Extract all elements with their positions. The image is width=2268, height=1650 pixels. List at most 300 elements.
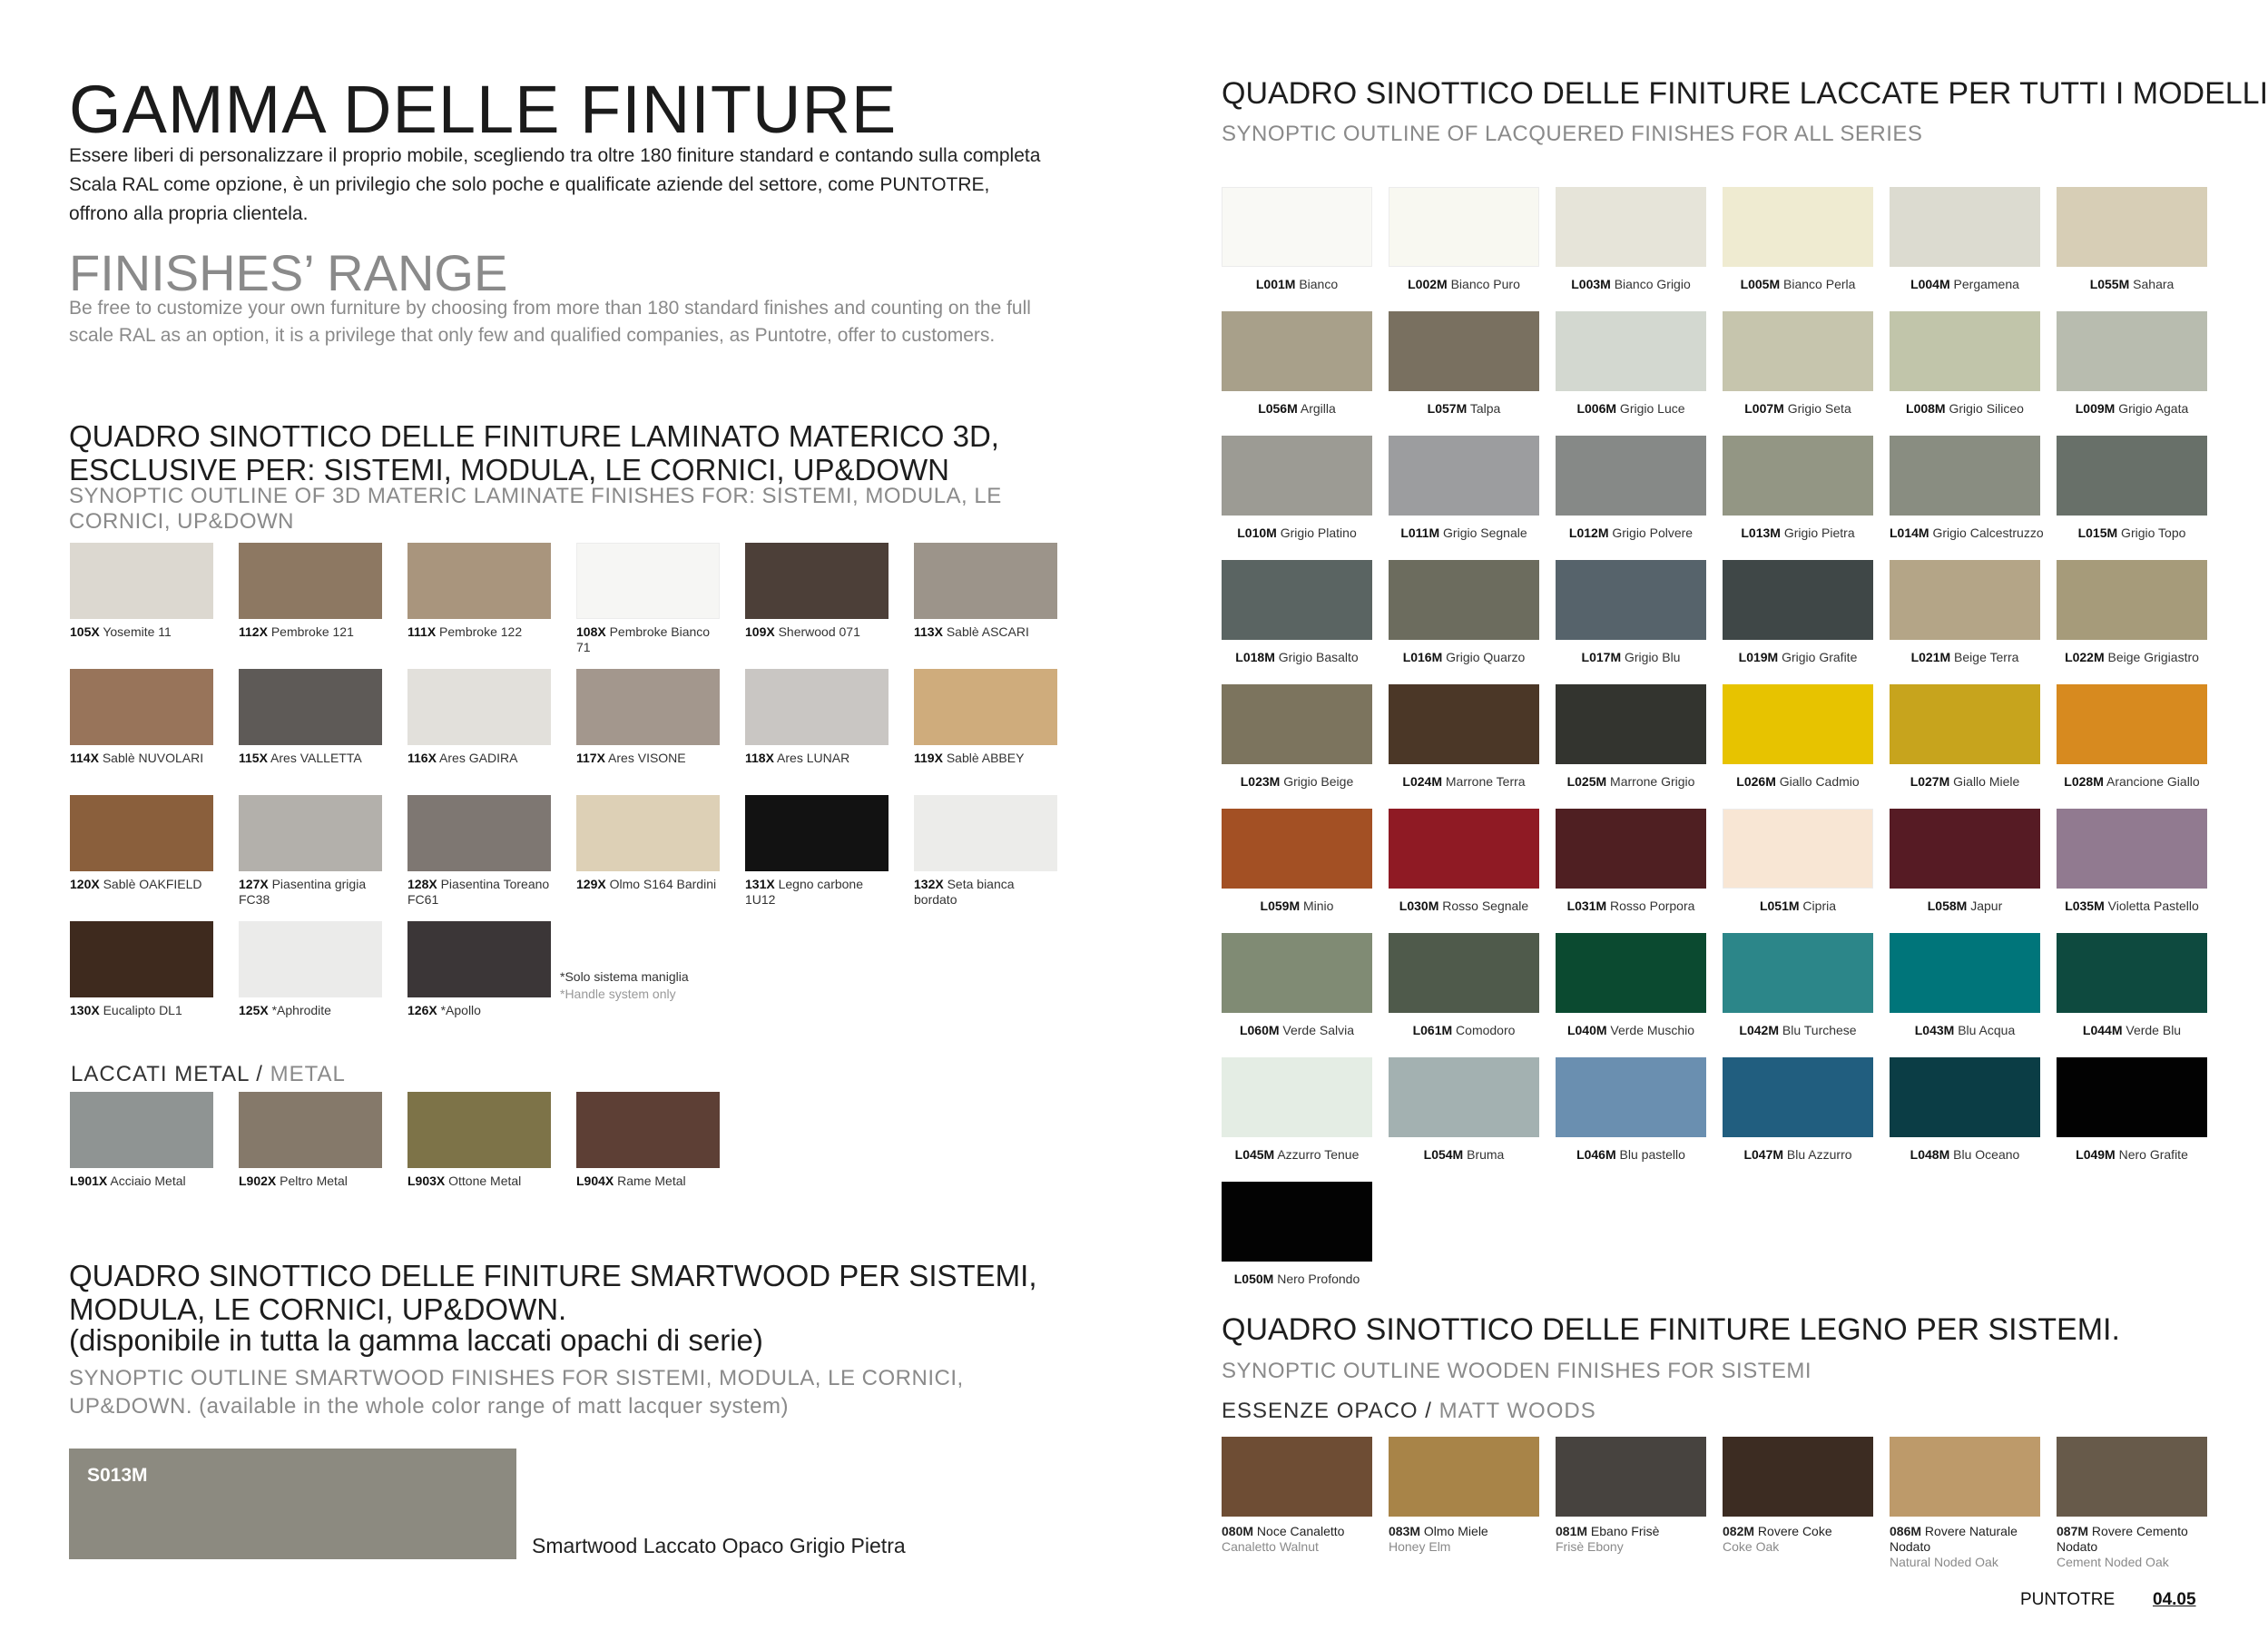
wood-name: Rovere Cemento Nodato bbox=[2057, 1524, 2188, 1554]
lacquer-color-chip bbox=[1890, 436, 2040, 516]
wood-swatch[interactable] bbox=[1890, 1437, 2040, 1571]
laminate-code: 117X bbox=[576, 751, 605, 765]
lacquer-swatch[interactable] bbox=[1556, 436, 1706, 539]
laminate-label bbox=[745, 624, 889, 640]
wood-code: 082M bbox=[1723, 1524, 1755, 1538]
lacquer-code: L028M bbox=[2064, 774, 2104, 789]
lacquer-swatch[interactable] bbox=[1222, 809, 1372, 912]
lacquer-color-chip bbox=[1389, 560, 1539, 640]
laminate-label bbox=[745, 751, 889, 766]
lacquer-swatch[interactable] bbox=[1723, 560, 1873, 663]
laminate-label bbox=[239, 624, 382, 640]
laminate-name: Ares LUNAR bbox=[773, 751, 850, 765]
wood-subsection-title: ESSENZE OPACO / MATT WOODS bbox=[1222, 1399, 1596, 1423]
wood-name-en: Frisè Ebony bbox=[1556, 1539, 1624, 1554]
laminate-name: Seta bianca bordato bbox=[914, 877, 1015, 907]
lacquer-swatch[interactable] bbox=[1222, 1182, 1372, 1285]
lacquer-name: Arancione Giallo bbox=[2103, 774, 2200, 789]
wood-swatch[interactable] bbox=[1556, 1437, 1706, 1571]
lacquer-label bbox=[2057, 1023, 2207, 1037]
lacquer-swatch[interactable] bbox=[1890, 311, 2040, 415]
lacquer-swatch[interactable] bbox=[2057, 436, 2207, 539]
lacquer-swatch[interactable] bbox=[1222, 436, 1372, 539]
laminate-code: 130X bbox=[70, 1003, 100, 1017]
laminate-code: 115X bbox=[239, 751, 268, 765]
laminate-swatch[interactable] bbox=[914, 669, 1057, 781]
lacquer-swatch[interactable] bbox=[1222, 684, 1372, 788]
lacquer-swatch[interactable] bbox=[2057, 311, 2207, 415]
laminate-label bbox=[914, 877, 1057, 908]
lacquer-color-chip bbox=[1389, 809, 1539, 889]
lacquer-swatch[interactable] bbox=[1890, 436, 2044, 540]
laminate-code: 105X bbox=[70, 624, 100, 639]
lacquer-swatch[interactable] bbox=[1389, 436, 1539, 539]
metal-color-chip bbox=[239, 1092, 382, 1168]
lacquer-name: Comodoro bbox=[1452, 1023, 1516, 1037]
wood-color-chip bbox=[1389, 1437, 1539, 1517]
lacquer-name: Blu pastello bbox=[1615, 1147, 1685, 1162]
brand-name: PUNTOTRE bbox=[2020, 1590, 2116, 1609]
lacquer-name: Blu Oceano bbox=[1949, 1147, 2020, 1162]
lacquer-label bbox=[1389, 650, 1539, 664]
lacquer-name: Grigio Blu bbox=[1621, 650, 1681, 664]
laminate-swatch[interactable] bbox=[745, 669, 889, 781]
lacquer-color-chip bbox=[1222, 436, 1372, 516]
lacquer-name: Grigio Beige bbox=[1280, 774, 1354, 789]
laminate-swatch[interactable] bbox=[239, 669, 382, 781]
lacquer-label bbox=[1222, 774, 1372, 789]
metal-code: L903X bbox=[407, 1174, 446, 1188]
lacquer-code: L059M bbox=[1260, 899, 1301, 913]
laminate-color-chip bbox=[239, 543, 382, 619]
lacquer-label bbox=[1222, 650, 1372, 664]
laminate-swatch[interactable] bbox=[407, 795, 551, 908]
lacquer-color-chip bbox=[1723, 311, 1873, 391]
lacquer-swatch[interactable] bbox=[1556, 1057, 1706, 1161]
laminate-name: Eucalipto DL1 bbox=[99, 1003, 182, 1017]
lacquer-color-chip bbox=[2057, 560, 2207, 640]
laminate-code: 109X bbox=[745, 624, 775, 639]
lacquer-code: L061M bbox=[1412, 1023, 1453, 1037]
lacquer-color-chip bbox=[1222, 684, 1372, 764]
laminate-code: 127X bbox=[239, 877, 269, 891]
lacquer-label bbox=[1890, 1023, 2040, 1037]
metal-name: Acciaio Metal bbox=[107, 1174, 186, 1188]
metal-title-en: METAL bbox=[270, 1062, 346, 1086]
lacquer-code: L035M bbox=[2065, 899, 2105, 913]
laminate-color-chip bbox=[914, 543, 1057, 619]
lacquer-color-chip bbox=[1222, 311, 1372, 391]
lacquer-color-chip bbox=[1556, 684, 1706, 764]
lacquer-swatch[interactable] bbox=[1723, 1057, 1873, 1161]
lacquer-swatch[interactable] bbox=[1389, 187, 1539, 290]
lacquer-name: Grigio Agata bbox=[2115, 401, 2189, 416]
metal-swatch[interactable] bbox=[576, 1092, 720, 1190]
laminate-swatch[interactable] bbox=[70, 795, 213, 908]
wood-sub-it: ESSENZE OPACO bbox=[1222, 1399, 1419, 1423]
lacquer-swatch[interactable] bbox=[2057, 187, 2207, 290]
laminate-name: Ares VALLETTA bbox=[267, 751, 362, 765]
lacquer-color-chip bbox=[1723, 187, 1873, 267]
laminate-color-chip bbox=[239, 669, 382, 745]
laminate-swatch[interactable] bbox=[576, 669, 720, 781]
laminate-name: Sablè ASCARI bbox=[942, 624, 1029, 639]
lacquer-name: Blu Turchese bbox=[1778, 1023, 1857, 1037]
lacquer-color-chip bbox=[1389, 1057, 1539, 1137]
lacquer-name: Cipria bbox=[1799, 899, 1837, 913]
laminate-color-chip bbox=[914, 669, 1057, 745]
lacquer-section-title-en: SYNOPTIC OUTLINE OF LACQUERED FINISHES FOR ALL SERIES bbox=[1222, 122, 1923, 146]
lacquer-swatch[interactable] bbox=[1556, 809, 1706, 912]
lacquer-name: Bianco Perla bbox=[1780, 277, 1856, 291]
lacquer-label bbox=[1890, 401, 2040, 416]
lacquer-color-chip bbox=[2057, 809, 2207, 889]
lacquer-color-chip bbox=[1222, 809, 1372, 889]
metal-code: L901X bbox=[70, 1174, 108, 1188]
lacquer-label bbox=[1723, 277, 1873, 291]
lacquer-swatch[interactable] bbox=[1556, 933, 1706, 1036]
lacquer-swatch[interactable] bbox=[1890, 1057, 2040, 1161]
lacquer-name: Japur bbox=[1967, 899, 2003, 913]
lacquer-name: Grigio Pietra bbox=[1780, 525, 1855, 540]
laminate-swatch[interactable] bbox=[914, 543, 1057, 655]
lacquer-name: Bianco Grigio bbox=[1610, 277, 1691, 291]
lacquer-code: L055M bbox=[2089, 277, 2130, 291]
lacquer-swatch[interactable] bbox=[1389, 1057, 1539, 1161]
laminate-label bbox=[745, 877, 889, 908]
handle-note bbox=[560, 968, 689, 1003]
lacquer-color-chip bbox=[1556, 311, 1706, 391]
lacquer-label bbox=[1723, 525, 1873, 540]
lacquer-name: Giallo Miele bbox=[1949, 774, 2020, 789]
lacquer-code: L021M bbox=[1910, 650, 1951, 664]
lacquer-color-chip bbox=[1389, 684, 1539, 764]
lacquer-name: Marrone Terra bbox=[1442, 774, 1526, 789]
wood-swatch[interactable] bbox=[1389, 1437, 1539, 1571]
wood-color-chip bbox=[1556, 1437, 1706, 1517]
lacquer-swatch[interactable] bbox=[1222, 187, 1372, 290]
wood-name-en: Cement Noded Oak bbox=[2057, 1555, 2169, 1569]
laminate-color-chip bbox=[70, 669, 213, 745]
lacquer-code: L046M bbox=[1576, 1147, 1616, 1162]
wood-label bbox=[1222, 1524, 1372, 1555]
laminate-swatch[interactable] bbox=[70, 669, 213, 781]
lacquer-name: Grigio Quarzo bbox=[1442, 650, 1526, 664]
lacquer-name: Verde Salvia bbox=[1279, 1023, 1355, 1037]
lacquer-label bbox=[2057, 277, 2207, 291]
lacquer-swatch[interactable] bbox=[1723, 311, 1873, 415]
wood-section-title-en: SYNOPTIC OUTLINE WOODEN FINISHES FOR SISTEMI bbox=[1222, 1359, 1812, 1383]
lacquer-color-chip bbox=[1222, 187, 1372, 267]
lacquer-color-chip bbox=[1890, 684, 2040, 764]
lacquer-swatch[interactable] bbox=[1389, 809, 1539, 912]
lacquer-code: L007M bbox=[1744, 401, 1784, 416]
wood-color-chip bbox=[2057, 1437, 2207, 1517]
lacquer-name: Grigio Grafite bbox=[1778, 650, 1858, 664]
metal-label bbox=[576, 1174, 720, 1189]
lacquer-label bbox=[2057, 1147, 2207, 1162]
lacquer-code: L006M bbox=[1576, 401, 1617, 416]
lacquer-color-chip bbox=[1222, 933, 1372, 1013]
metal-swatch[interactable] bbox=[239, 1092, 382, 1190]
lacquer-swatch[interactable] bbox=[1723, 933, 1873, 1036]
lacquer-swatch[interactable] bbox=[1723, 436, 1873, 539]
wood-name: Rovere Coke bbox=[1754, 1524, 1832, 1538]
lacquer-code: L056M bbox=[1258, 401, 1298, 416]
laminate-label bbox=[239, 751, 382, 766]
lacquer-name: Rosso Porpora bbox=[1606, 899, 1695, 913]
laminate-name: Sablè ABBEY bbox=[942, 751, 1025, 765]
smartwood-section-title-en: SYNOPTIC OUTLINE SMARTWOOD FINISHES FOR SISTEMI, MODULA, LE CORNICI, UP&DOWN. (available in the whole color range of matt lacquer system) bbox=[69, 1366, 964, 1419]
wood-name-en: Natural Noded Oak bbox=[1890, 1555, 1998, 1569]
laminate-name: Pembroke 121 bbox=[267, 624, 354, 639]
laminate-name: Sherwood 071 bbox=[774, 624, 860, 639]
laminate-swatch[interactable] bbox=[576, 795, 720, 908]
lacquer-name: Bianco bbox=[1295, 277, 1339, 291]
lacquer-name: Beige Grigiastro bbox=[2104, 650, 2199, 664]
lacquer-swatch[interactable] bbox=[1890, 684, 2040, 788]
lacquer-label bbox=[1389, 277, 1539, 291]
lacquer-label bbox=[1389, 401, 1539, 416]
laminate-label bbox=[70, 624, 213, 640]
wood-color-chip bbox=[1890, 1437, 2040, 1517]
laminate-label bbox=[70, 1003, 213, 1018]
lacquer-label bbox=[1556, 277, 1706, 291]
laminate-name: Legno carbone 1U12 bbox=[745, 877, 864, 907]
wood-label bbox=[1556, 1524, 1706, 1555]
lacquer-name: Grigio Siliceo bbox=[1945, 401, 2024, 416]
lacquer-label bbox=[1723, 1023, 1873, 1037]
metal-name: Rame Metal bbox=[614, 1174, 686, 1188]
wood-name-en: Coke Oak bbox=[1723, 1539, 1780, 1554]
lacquer-label bbox=[1222, 1147, 1372, 1162]
lacquer-code: L054M bbox=[1423, 1147, 1464, 1162]
lacquer-code: L023M bbox=[1240, 774, 1281, 789]
wood-swatch[interactable] bbox=[1723, 1437, 1873, 1571]
laminate-swatch[interactable] bbox=[239, 921, 382, 1034]
laminate-label bbox=[239, 1003, 382, 1018]
lacquer-swatch[interactable] bbox=[1890, 560, 2040, 663]
lacquer-name: Sahara bbox=[2129, 277, 2175, 291]
lacquer-code: L018M bbox=[1235, 650, 1275, 664]
lacquer-name: Grigio Polvere bbox=[1608, 525, 1694, 540]
laminate-color-chip bbox=[407, 795, 551, 871]
wood-code: 087M bbox=[2057, 1524, 2089, 1538]
lacquer-swatch[interactable] bbox=[1723, 684, 1873, 788]
lacquer-color-chip bbox=[2057, 311, 2207, 391]
lacquer-label bbox=[1890, 774, 2040, 789]
lacquer-code: L014M bbox=[1890, 525, 1929, 540]
lacquer-swatch[interactable] bbox=[2057, 933, 2207, 1036]
lacquer-label bbox=[1389, 774, 1539, 789]
lacquer-swatch[interactable] bbox=[2057, 809, 2207, 912]
lacquer-code: L042M bbox=[1739, 1023, 1779, 1037]
lacquer-color-chip bbox=[1723, 436, 1873, 516]
lacquer-label bbox=[1556, 1023, 1706, 1037]
laminate-swatch[interactable] bbox=[745, 543, 889, 655]
lacquer-swatch[interactable] bbox=[2057, 684, 2207, 788]
laminate-swatch[interactable] bbox=[407, 669, 551, 781]
smartwood-section-subtitle: (disponibile in tutta la gamma laccati opachi di serie) bbox=[69, 1323, 763, 1357]
intro-text-en: Be free to customize your own furniture by choosing from more than 180 standard finishes and counting on the full scale RAL as an option, it is a privilege that only few and qualified companies, as Puntotre, offer to customers. bbox=[69, 298, 1031, 346]
wood-name: Olmo Miele bbox=[1420, 1524, 1488, 1538]
wood-name-en: Canaletto Walnut bbox=[1222, 1539, 1319, 1554]
lacquer-swatch[interactable] bbox=[1389, 933, 1539, 1036]
smartwood-name: Smartwood Laccato Opaco Grigio Pietra bbox=[532, 1534, 906, 1557]
lacquer-swatch[interactable] bbox=[1556, 684, 1706, 788]
metal-name: Ottone Metal bbox=[445, 1174, 522, 1188]
laminate-color-chip bbox=[70, 795, 213, 871]
laminate-name: Sablè NUVOLARI bbox=[98, 751, 204, 765]
lacquer-swatch[interactable] bbox=[1556, 560, 1706, 663]
laminate-code: 129X bbox=[576, 877, 606, 891]
wood-code: 086M bbox=[1890, 1524, 1922, 1538]
lacquer-swatch[interactable] bbox=[1222, 311, 1372, 415]
metal-label bbox=[239, 1174, 382, 1189]
laminate-label bbox=[239, 877, 382, 908]
lacquer-color-chip bbox=[1222, 1057, 1372, 1137]
lacquer-name: Pergamena bbox=[1949, 277, 2019, 291]
laminate-swatch[interactable] bbox=[70, 921, 213, 1034]
laminate-swatch[interactable] bbox=[914, 795, 1057, 908]
handle-note-it: *Solo sistema maniglia bbox=[560, 969, 689, 984]
lacquer-swatch[interactable] bbox=[2057, 560, 2207, 663]
page-title: GAMMA DELLE FINITURE bbox=[69, 72, 898, 147]
laminate-swatch[interactable] bbox=[745, 795, 889, 908]
laminate-color-chip bbox=[914, 795, 1057, 871]
lacquer-swatch[interactable] bbox=[1389, 311, 1539, 415]
lacquer-color-chip bbox=[1389, 187, 1539, 267]
lacquer-name: Grigio Segnale bbox=[1439, 525, 1527, 540]
laminate-color-chip bbox=[70, 543, 213, 619]
lacquer-code: L040M bbox=[1566, 1023, 1607, 1037]
laminate-swatch[interactable] bbox=[70, 543, 213, 655]
lacquer-swatch[interactable] bbox=[1556, 311, 1706, 415]
laminate-label bbox=[70, 877, 213, 892]
lacquer-code: L011M bbox=[1400, 525, 1440, 540]
laminate-code: 114X bbox=[70, 751, 99, 765]
laminate-color-chip bbox=[745, 543, 889, 619]
lacquer-label bbox=[1222, 525, 1372, 540]
lacquer-swatch[interactable] bbox=[1389, 684, 1539, 788]
lacquer-name: Beige Terra bbox=[1950, 650, 2019, 664]
laminate-swatch[interactable] bbox=[407, 543, 551, 655]
lacquer-color-chip bbox=[1890, 933, 2040, 1013]
lacquer-name: Argilla bbox=[1297, 401, 1336, 416]
lacquer-name: Grigio Platino bbox=[1276, 525, 1357, 540]
lacquer-label bbox=[1556, 525, 1706, 540]
lacquer-name: Bianco Puro bbox=[1447, 277, 1520, 291]
laminate-code: 108X bbox=[576, 624, 606, 639]
laminate-color-chip bbox=[576, 669, 720, 745]
laminate-section-title: QUADRO SINOTTICO DELLE FINITURE LAMINATO MATERICO 3D, ESCLUSIVE PER: SISTEMI, MODULA, LE CORNICI, UP&DOWN bbox=[69, 419, 999, 486]
laminate-code: 119X bbox=[914, 751, 943, 765]
lacquer-code: L044M bbox=[2082, 1023, 2123, 1037]
laminate-swatch[interactable] bbox=[239, 543, 382, 655]
lacquer-label bbox=[1723, 401, 1873, 416]
lacquer-label bbox=[2057, 774, 2207, 789]
wood-swatch[interactable] bbox=[1222, 1437, 1372, 1571]
lacquer-swatch[interactable] bbox=[1890, 187, 2040, 290]
lacquer-color-chip bbox=[1556, 560, 1706, 640]
laminate-code: 116X bbox=[407, 751, 437, 765]
metal-swatch[interactable] bbox=[70, 1092, 213, 1190]
lacquer-label bbox=[1723, 899, 1873, 913]
lacquer-color-chip bbox=[1890, 1057, 2040, 1137]
metal-swatch[interactable] bbox=[407, 1092, 551, 1190]
laminate-name: Olmo S164 Bardini bbox=[605, 877, 717, 891]
lacquer-label bbox=[1890, 899, 2040, 913]
lacquer-color-chip bbox=[1723, 1057, 1873, 1137]
lacquer-swatch[interactable] bbox=[1222, 933, 1372, 1036]
lacquer-color-chip bbox=[1723, 933, 1873, 1013]
lacquer-swatch[interactable] bbox=[1723, 809, 1873, 912]
laminate-swatch[interactable] bbox=[407, 921, 551, 1034]
metal-color-chip bbox=[70, 1092, 213, 1168]
lacquer-color-chip bbox=[1890, 187, 2040, 267]
lacquer-swatch[interactable] bbox=[1890, 809, 2040, 912]
wood-swatch[interactable] bbox=[2057, 1437, 2207, 1571]
laminate-swatch[interactable] bbox=[576, 543, 720, 655]
laminate-label bbox=[407, 624, 551, 640]
laminate-code: 125X bbox=[239, 1003, 269, 1017]
laminate-swatch[interactable] bbox=[239, 795, 382, 908]
wood-code: 080M bbox=[1222, 1524, 1254, 1538]
lacquer-color-chip bbox=[1389, 436, 1539, 516]
lacquer-color-chip bbox=[1890, 311, 2040, 391]
lacquer-color-chip bbox=[1723, 809, 1873, 889]
laminate-name: Piasentina grigia FC38 bbox=[239, 877, 367, 907]
lacquer-swatch[interactable] bbox=[1890, 933, 2040, 1036]
lacquer-name: Verde Muschio bbox=[1606, 1023, 1695, 1037]
wood-color-chip bbox=[1222, 1437, 1372, 1517]
lacquer-name: Grigio Seta bbox=[1783, 401, 1851, 416]
lacquer-code: L060M bbox=[1239, 1023, 1280, 1037]
lacquer-color-chip bbox=[1556, 187, 1706, 267]
metal-code: L902X bbox=[239, 1174, 277, 1188]
lacquer-color-chip bbox=[1389, 311, 1539, 391]
wood-color-chip bbox=[1723, 1437, 1873, 1517]
lacquer-code: L008M bbox=[1906, 401, 1946, 416]
wood-code: 083M bbox=[1389, 1524, 1421, 1538]
lacquer-label bbox=[1389, 899, 1539, 913]
lacquer-swatch[interactable] bbox=[1556, 187, 1706, 290]
lacquer-swatch[interactable] bbox=[1723, 187, 1873, 290]
lacquer-name: Nero Grafite bbox=[2115, 1147, 2188, 1162]
lacquer-code: L009M bbox=[2075, 401, 2116, 416]
laminate-code: 131X bbox=[745, 877, 775, 891]
lacquer-code: L047M bbox=[1743, 1147, 1784, 1162]
lacquer-swatch[interactable] bbox=[2057, 1057, 2207, 1161]
laminate-name: Piasentina Toreano FC61 bbox=[407, 877, 550, 907]
lacquer-label bbox=[1222, 899, 1372, 913]
laminate-label bbox=[407, 877, 551, 908]
smartwood-section-title: QUADRO SINOTTICO DELLE FINITURE SMARTWOOD PER SISTEMI, MODULA, LE CORNICI, UP&DOWN. bbox=[69, 1259, 1037, 1326]
wood-label bbox=[1890, 1524, 2040, 1570]
lacquer-color-chip bbox=[1723, 684, 1873, 764]
lacquer-label bbox=[1222, 1272, 1372, 1286]
lacquer-label bbox=[1389, 1023, 1539, 1037]
lacquer-swatch[interactable] bbox=[1222, 1057, 1372, 1161]
wood-label bbox=[2057, 1524, 2207, 1570]
lacquer-color-chip bbox=[1556, 436, 1706, 516]
lacquer-name: Violetta Pastello bbox=[2104, 899, 2199, 913]
lacquer-color-chip bbox=[1556, 933, 1706, 1013]
lacquer-color-chip bbox=[1556, 809, 1706, 889]
lacquer-swatch[interactable] bbox=[1222, 560, 1372, 663]
lacquer-code: L002M bbox=[1408, 277, 1448, 291]
lacquer-swatch[interactable] bbox=[1389, 560, 1539, 663]
